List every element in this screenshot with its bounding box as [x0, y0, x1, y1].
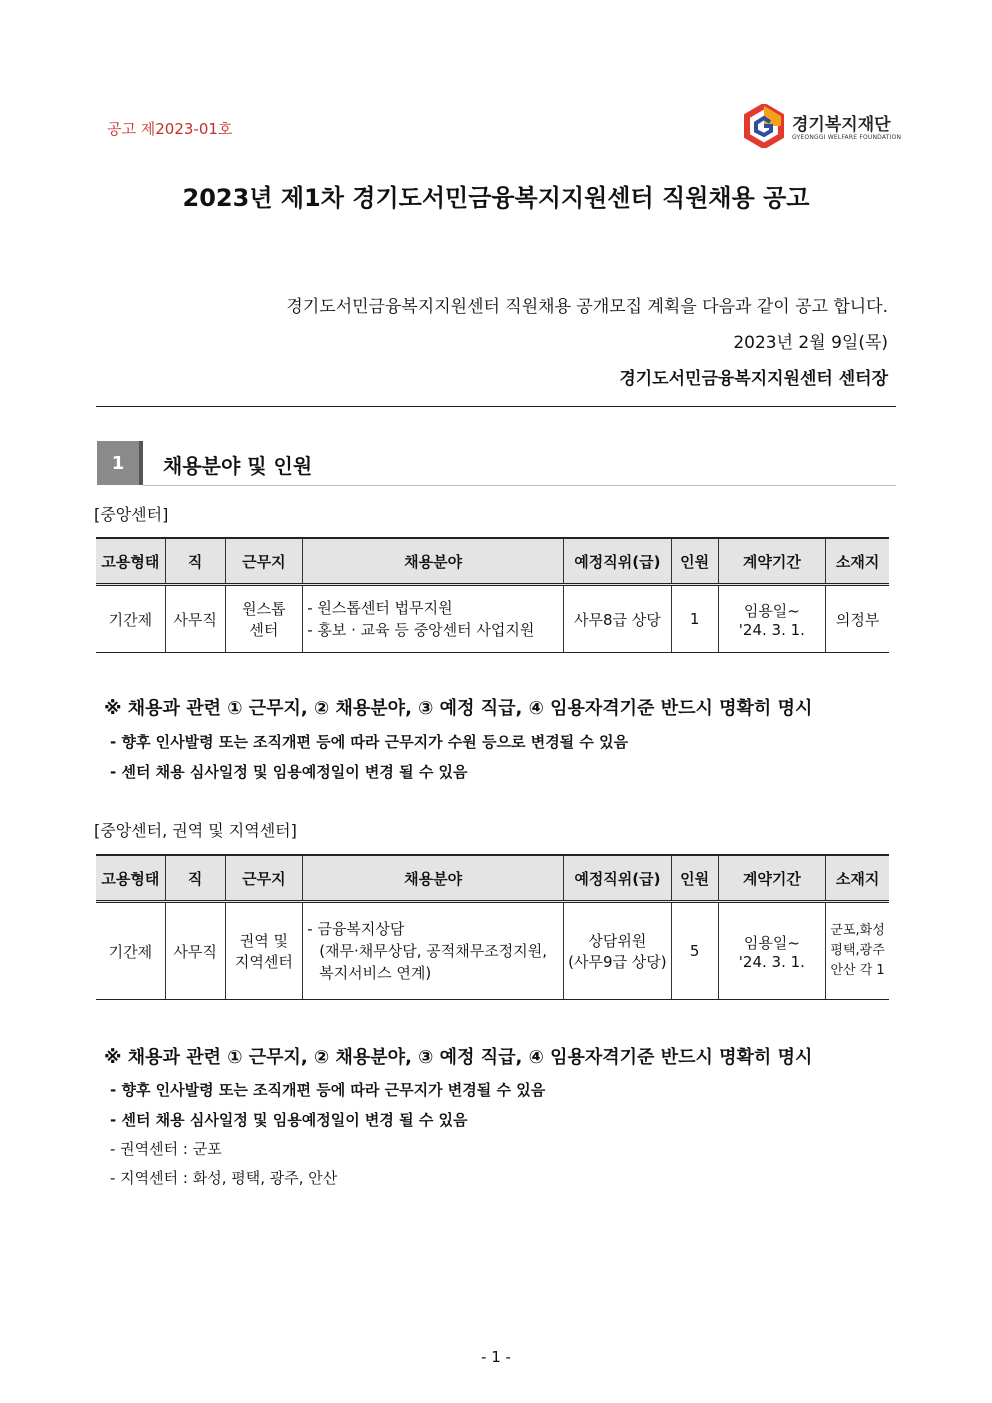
col-workplace: 근무지 — [225, 538, 303, 585]
col-count: 인원 — [671, 538, 718, 585]
note-item: - 권역센터 : 군포 — [110, 1140, 222, 1158]
section-title: 채용분야 및 인원 — [163, 454, 313, 478]
notice-number: 공고 제2023-01호 — [107, 120, 233, 138]
cell-type: 기간제 — [96, 902, 165, 1000]
cell-place — [225, 585, 303, 653]
cell-field — [303, 902, 564, 1000]
col-employment-type: 고용형태 — [96, 538, 165, 585]
cell-location — [826, 902, 889, 1000]
cell-count: 1 — [671, 585, 718, 653]
field-line: - 홍보 · 교육 등 중앙센터 사업지원 — [307, 621, 535, 639]
cell-place — [225, 902, 303, 1000]
cell-type: 기간제 — [96, 585, 165, 653]
table-row — [96, 902, 889, 1000]
cell-position: 사무8급 상당 — [564, 585, 672, 653]
place-line: 원스톱 — [242, 600, 286, 618]
position-line: 상담위원 — [588, 932, 647, 950]
field-line: - 원스톱센터 법무지원 — [307, 599, 453, 617]
place-line: 센터 — [249, 621, 279, 639]
page-title: 2023년 제1차 경기도서민금융복지지원센터 직원채용 공고 — [182, 184, 810, 212]
table1-label: [중앙센터] — [94, 505, 169, 524]
col-field: 채용분야 — [303, 538, 564, 585]
cell-period — [718, 902, 826, 1000]
foundation-logo — [744, 104, 902, 150]
col-period: 계약기간 — [718, 538, 826, 585]
period-line: 임용일~ — [743, 601, 800, 620]
col-position: 예정직위(급) — [564, 855, 672, 902]
field-line: - 금융복지상담 — [307, 920, 405, 938]
cell-location: 의정부 — [826, 585, 889, 653]
cell-job: 사무직 — [165, 902, 225, 1000]
note-item: - 향후 인사발령 또는 조직개편 등에 따라 근무지가 수원 등으로 변경될 수 있음 — [110, 733, 629, 751]
cell-field — [303, 585, 564, 653]
col-job: 직 — [165, 855, 225, 902]
logo-subtitle: GYEONGGI WELFARE FOUNDATION — [792, 134, 902, 141]
cell-position — [564, 902, 672, 1000]
field-line: 복지서비스 연계) — [319, 964, 432, 982]
note-main: ※ 채용과 관련 ① 근무지, ② 채용분야, ③ 예정 직급, ④ 임용자격기준 반드시 명확히 명시 — [104, 698, 813, 719]
col-count: 인원 — [671, 855, 718, 902]
col-position: 예정직위(급) — [564, 538, 672, 585]
intro-text: 경기도서민금융복지지원센터 직원채용 공개모집 계획을 다음과 같이 공고 합니다. — [286, 297, 888, 317]
table-row — [96, 585, 889, 653]
note-item: - 센터 채용 심사일정 및 임용예정일이 변경 될 수 있음 — [110, 1111, 468, 1129]
logo-name: 경기복지재단 — [792, 115, 891, 135]
col-workplace: 근무지 — [225, 855, 303, 902]
table-regional-centers — [96, 854, 889, 1000]
signer: 경기도서민금융복지지원센터 센터장 — [619, 369, 888, 389]
location-line: 평택,광주 — [830, 943, 885, 958]
col-period: 계약기간 — [718, 855, 826, 902]
field-line: (재무·채무상담, 공적채무조정지원, — [319, 942, 547, 960]
divider — [96, 406, 896, 407]
cell-period — [718, 585, 826, 653]
col-field: 채용분야 — [303, 855, 564, 902]
note-item: - 향후 인사발령 또는 조직개편 등에 따라 근무지가 변경될 수 있음 — [110, 1081, 546, 1099]
col-location: 소재지 — [826, 538, 889, 585]
note-main: ※ 채용과 관련 ① 근무지, ② 채용분야, ③ 예정 직급, ④ 임용자격기준 반드시 명확히 명시 — [104, 1047, 813, 1068]
notice-date: 2023년 2월 9일(목) — [733, 333, 888, 353]
location-line: 군포,화성 — [830, 923, 885, 938]
place-line: 권역 및 — [239, 932, 288, 950]
table2-label: [중앙센터, 권역 및 지역센터] — [94, 821, 297, 840]
place-line: 지역센터 — [234, 953, 293, 971]
cell-count: 5 — [671, 902, 718, 1000]
table-header-row — [96, 538, 889, 585]
period-line: '24. 3. 1. — [738, 952, 805, 971]
col-location: 소재지 — [826, 855, 889, 902]
note-item: - 지역센터 : 화성, 평택, 광주, 안산 — [110, 1169, 338, 1187]
page-number: - 1 - — [481, 1348, 511, 1366]
col-job: 직 — [165, 538, 225, 585]
table-header-row — [96, 855, 889, 902]
period-line: '24. 3. 1. — [738, 620, 805, 639]
col-employment-type: 고용형태 — [96, 855, 165, 902]
position-line: (사무9급 상당) — [568, 953, 667, 971]
cell-job: 사무직 — [165, 585, 225, 653]
logo-icon — [744, 104, 784, 148]
table-central-center — [96, 537, 889, 653]
section-number: 1 — [97, 441, 143, 485]
period-line: 임용일~ — [743, 933, 800, 952]
location-line: 안산 각 1 — [830, 963, 885, 978]
note-item: - 센터 채용 심사일정 및 임용예정일이 변경 될 수 있음 — [110, 763, 468, 781]
section-underline — [143, 485, 896, 486]
